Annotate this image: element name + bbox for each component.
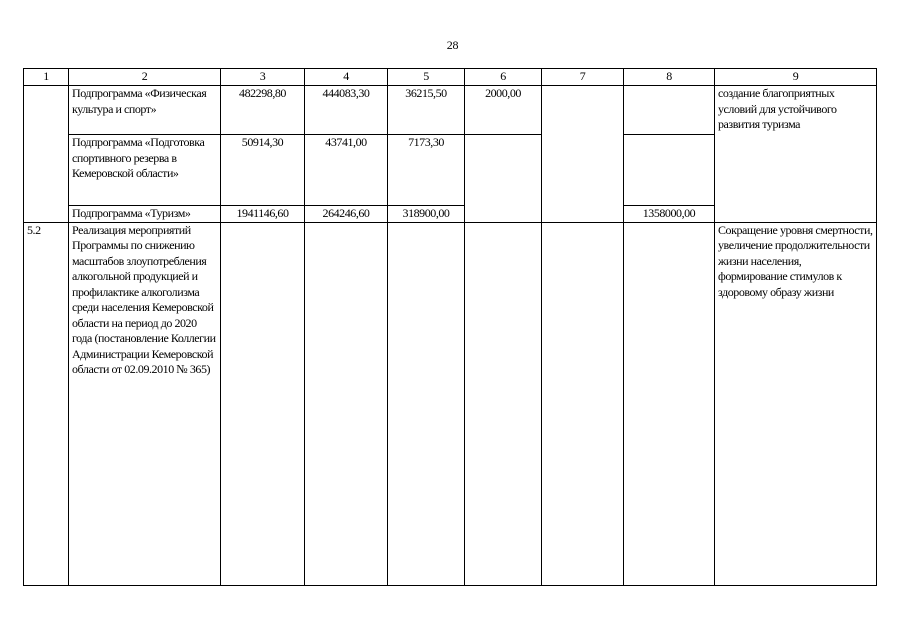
program-table: [23, 68, 877, 586]
cell-52-c3: [221, 222, 305, 585]
cell-turizm-c3: 1941146,60: [221, 206, 305, 223]
header-cell-5: 5: [388, 69, 465, 86]
cell-52-c4: [305, 222, 388, 585]
table-header-row: [24, 69, 877, 86]
header-cell-8: 8: [624, 69, 715, 86]
cell-fizkult-c3: 482298,80: [221, 86, 305, 135]
measure-name-5-2: Реализация мероприятий Программы по снижению масштабов злоупотребления алкогольной продукцией и профилактике алкоголизма среди населения Кемеровской области на период до 2020 года (постановление Коллегии Администрации Кемеровской области от 02.09.2010 № 365): [69, 222, 221, 585]
cell-sport-c6: [465, 135, 542, 223]
header-cell-7: 7: [542, 69, 624, 86]
subprogram-name-fizkult: Подпрограмма «Физическая культура и спорт»: [69, 86, 221, 135]
header-cell-2: 2: [69, 69, 221, 86]
subprogram-name-sport-reserve: Подпрограмма «Подготовка спортивного резерва в Кемеровской области»: [69, 135, 221, 206]
cell-sport-c8: [624, 135, 715, 206]
row-number-cell: [24, 86, 69, 223]
header-cell-1: 1: [24, 69, 69, 86]
cell-sport-c4: 43741,00: [305, 135, 388, 206]
cell-fizkult-c5: 36215,50: [388, 86, 465, 135]
subprogram-name-turizm: Подпрограмма «Туризм»: [69, 206, 221, 223]
expected-result-5-2: Сокращение уровня смертности, увеличение продолжительности жизни населения, формирование стимулов к здоровому образу жизни: [715, 222, 877, 585]
header-cell-4: 4: [305, 69, 388, 86]
cell-52-c8: [624, 222, 715, 585]
cell-fizkult-c6: 2000,00: [465, 86, 542, 135]
table-row-fizkult: [24, 86, 877, 135]
cell-52-c6: [465, 222, 542, 585]
header-cell-3: 3: [221, 69, 305, 86]
cell-sport-c5: 7173,30: [388, 135, 465, 206]
header-cell-6: 6: [465, 69, 542, 86]
cell-group-c7: [542, 86, 624, 223]
header-cell-9: 9: [715, 69, 877, 86]
cell-turizm-c8: 1358000,00: [624, 206, 715, 223]
table-row-5-2: [24, 222, 877, 585]
cell-turizm-c5: 318900,00: [388, 206, 465, 223]
cell-52-c7: [542, 222, 624, 585]
cell-fizkult-c4: 444083,30: [305, 86, 388, 135]
cell-52-c5: [388, 222, 465, 585]
cell-turizm-c4: 264246,60: [305, 206, 388, 223]
cell-sport-c3: 50914,30: [221, 135, 305, 206]
group-note-cell: создание благоприятных условий для устойчивого развития туризма: [715, 86, 877, 223]
cell-fizkult-c8: [624, 86, 715, 135]
row-number-5-2: 5.2: [24, 222, 69, 585]
page-number: 28: [446, 38, 459, 52]
